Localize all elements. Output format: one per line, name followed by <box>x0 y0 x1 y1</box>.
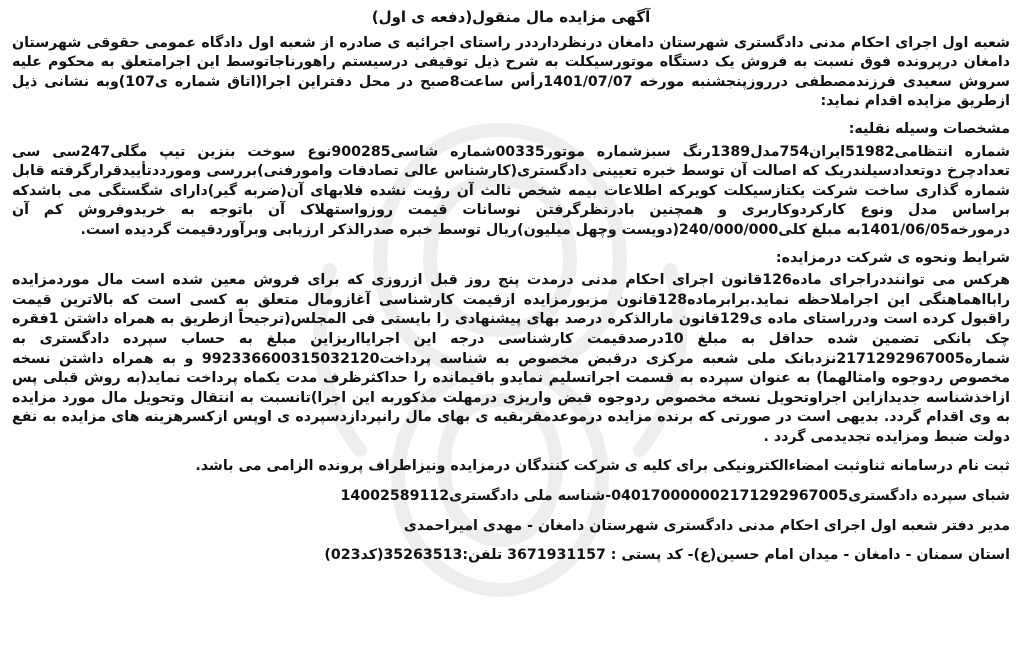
signature-line: مدیر دفتر شعبه اول اجرای احکام مدنی دادگستری شهرستان دامغان - مهدی امیراحمدی <box>403 517 1010 534</box>
address-line: استان سمنان - دامغان - میدان امام حسین(ع)- کد پستی : 3671931157 تلفن:35263513(کد023) <box>324 547 1010 564</box>
vehicle-specs-paragraph: شماره انتظامی51982ایران754مدل1389رنگ سبزشماره موتور00335شماره شاسی900285نوع سوخت بنزین تیپ مگلی247سی سی تعدادچرخ دوتعدادسیلندریک که اصالت آن توسط خبره تعیینی دادگستری(کارشناس عالی تصادفات وامورفنی)بررسی ومورددتأییدقرارگرفته قابل شماره گذاری ساخت شرکت یکتازسیکلت کویرکه اطلاعات بیمه شخص ثالث آن رؤیت نشده فلابهای آن(ضربه گیر)دارای شگستگی می باشدکه براساس مدل ونوع کارکردوکاربری و همچنین بادرنظرگرفتن نوسانات قیمت روزواستهلاک آن باتوجه به خریدوفروش کم آن درمورخه1401/06/05به مبلغ کلی240/000/000(دویست وچهل میلیون)ریال توسط خبره صدرالذکر ارزیابی وبرآوردقیمت گردیده است. <box>12 143 1011 238</box>
intro-paragraph: شعبه اول اجرای احکام مدنی دادگستری شهرستان دامغان درنظردارددر راستای اجرائیه ی صادره از شعبه اول دادگاه عمومی حقوقی شهرستان دامغان درپرونده فوق نسبت به فروش یک دستگاه موتورسیکلت به شرح ذیل توقیفی درسیستم راهورناجاتوسط این اجرامتعلق به محکوم علیه سروش سعیدی فرزندمصطفی درروزپنجشنبه مورخه 1401/07/07رأس ساعت8صبح در محل دفتراین اجرا(اتاق شماره ی107)وبه نشانی ذیل ازطریق مزایده اقدام نماید: <box>12 34 1010 110</box>
sheba-account-line: شبای سپرده دادگستری040170000002171292967005-شناسه ملی دادگستری14002589112 <box>340 488 1010 505</box>
registration-note: ثبت نام درسامانه ثناوثبت امضاءالکترونیکی برای کلیه ی شرکت کنندگان درمزایده ونیزاطراف پرونده الزامی می باشد. <box>195 458 1010 475</box>
auction-terms-heading: شرایط ونحوه ی شرکت درمزایده: <box>775 249 1010 266</box>
auction-terms-paragraph: هرکس می تواننددراجرای ماده126قانون اجرای احکام مدنی درمدت پنج روز قبل ازروزی که برای فروش معین شده است مال موردمزایده رابااهماهنگی این اجراملاحظه نماید.برابرماده128قانون مزبورمزایده ازقیمت کارشناسی آغازومال متعلق به کسی است که بالاترین قیمت راقبول کرده است ودرراستای ماده ی129قانون مارالذکره درصد بهای پیشنهادی را بایستی فی المجلس(ترجیحاً ازطریق به همراه داشتن 1فقره چک بانکی تضمین شده حداقل به مبلغ 10درصدقیمت کارشناسی درجه این اجرایااریزاین مبلغ به حساب سپرده دادگستری به شماره2171292967005نزدبانک ملی شعبه مرکزی درقبض مخصوص به شناسه پرداخت992336600315032120 و به همراه داشتن نسخه مخصوص ردوجوه وامثالهما) به عنوان سپرده به قسمت اجراتسلیم نمایدو باقیمانده را حداکثرظرف مدت یکماه پرداخت نماید(به روش قبلی پس ازاخذشناسه جدیدازاین اجراوتحویل نسخه مخصوص ردوجوه قبض واریزی درمهلت مذکوربه این اجرا)تانسبت به انتقال وتحویل مال مورد مزایده به وی اقدام گردد. بدیهی است در صورتی که برنده مزایده درموعدمقربقیه ی بهای مال رانپردازدسپرده ی اوپس ازکسرهزینه های مزایده به نفع دولت ضبط ومزایده تجدیدمی گردد . <box>12 272 1010 445</box>
vehicle-specs-heading: مشخصات وسیله نقلیه: <box>848 120 1010 137</box>
notice-title: آگهی مزایده مال منقول(دفعه ی اول) <box>371 8 651 26</box>
auction-notice <box>12 6 1010 566</box>
